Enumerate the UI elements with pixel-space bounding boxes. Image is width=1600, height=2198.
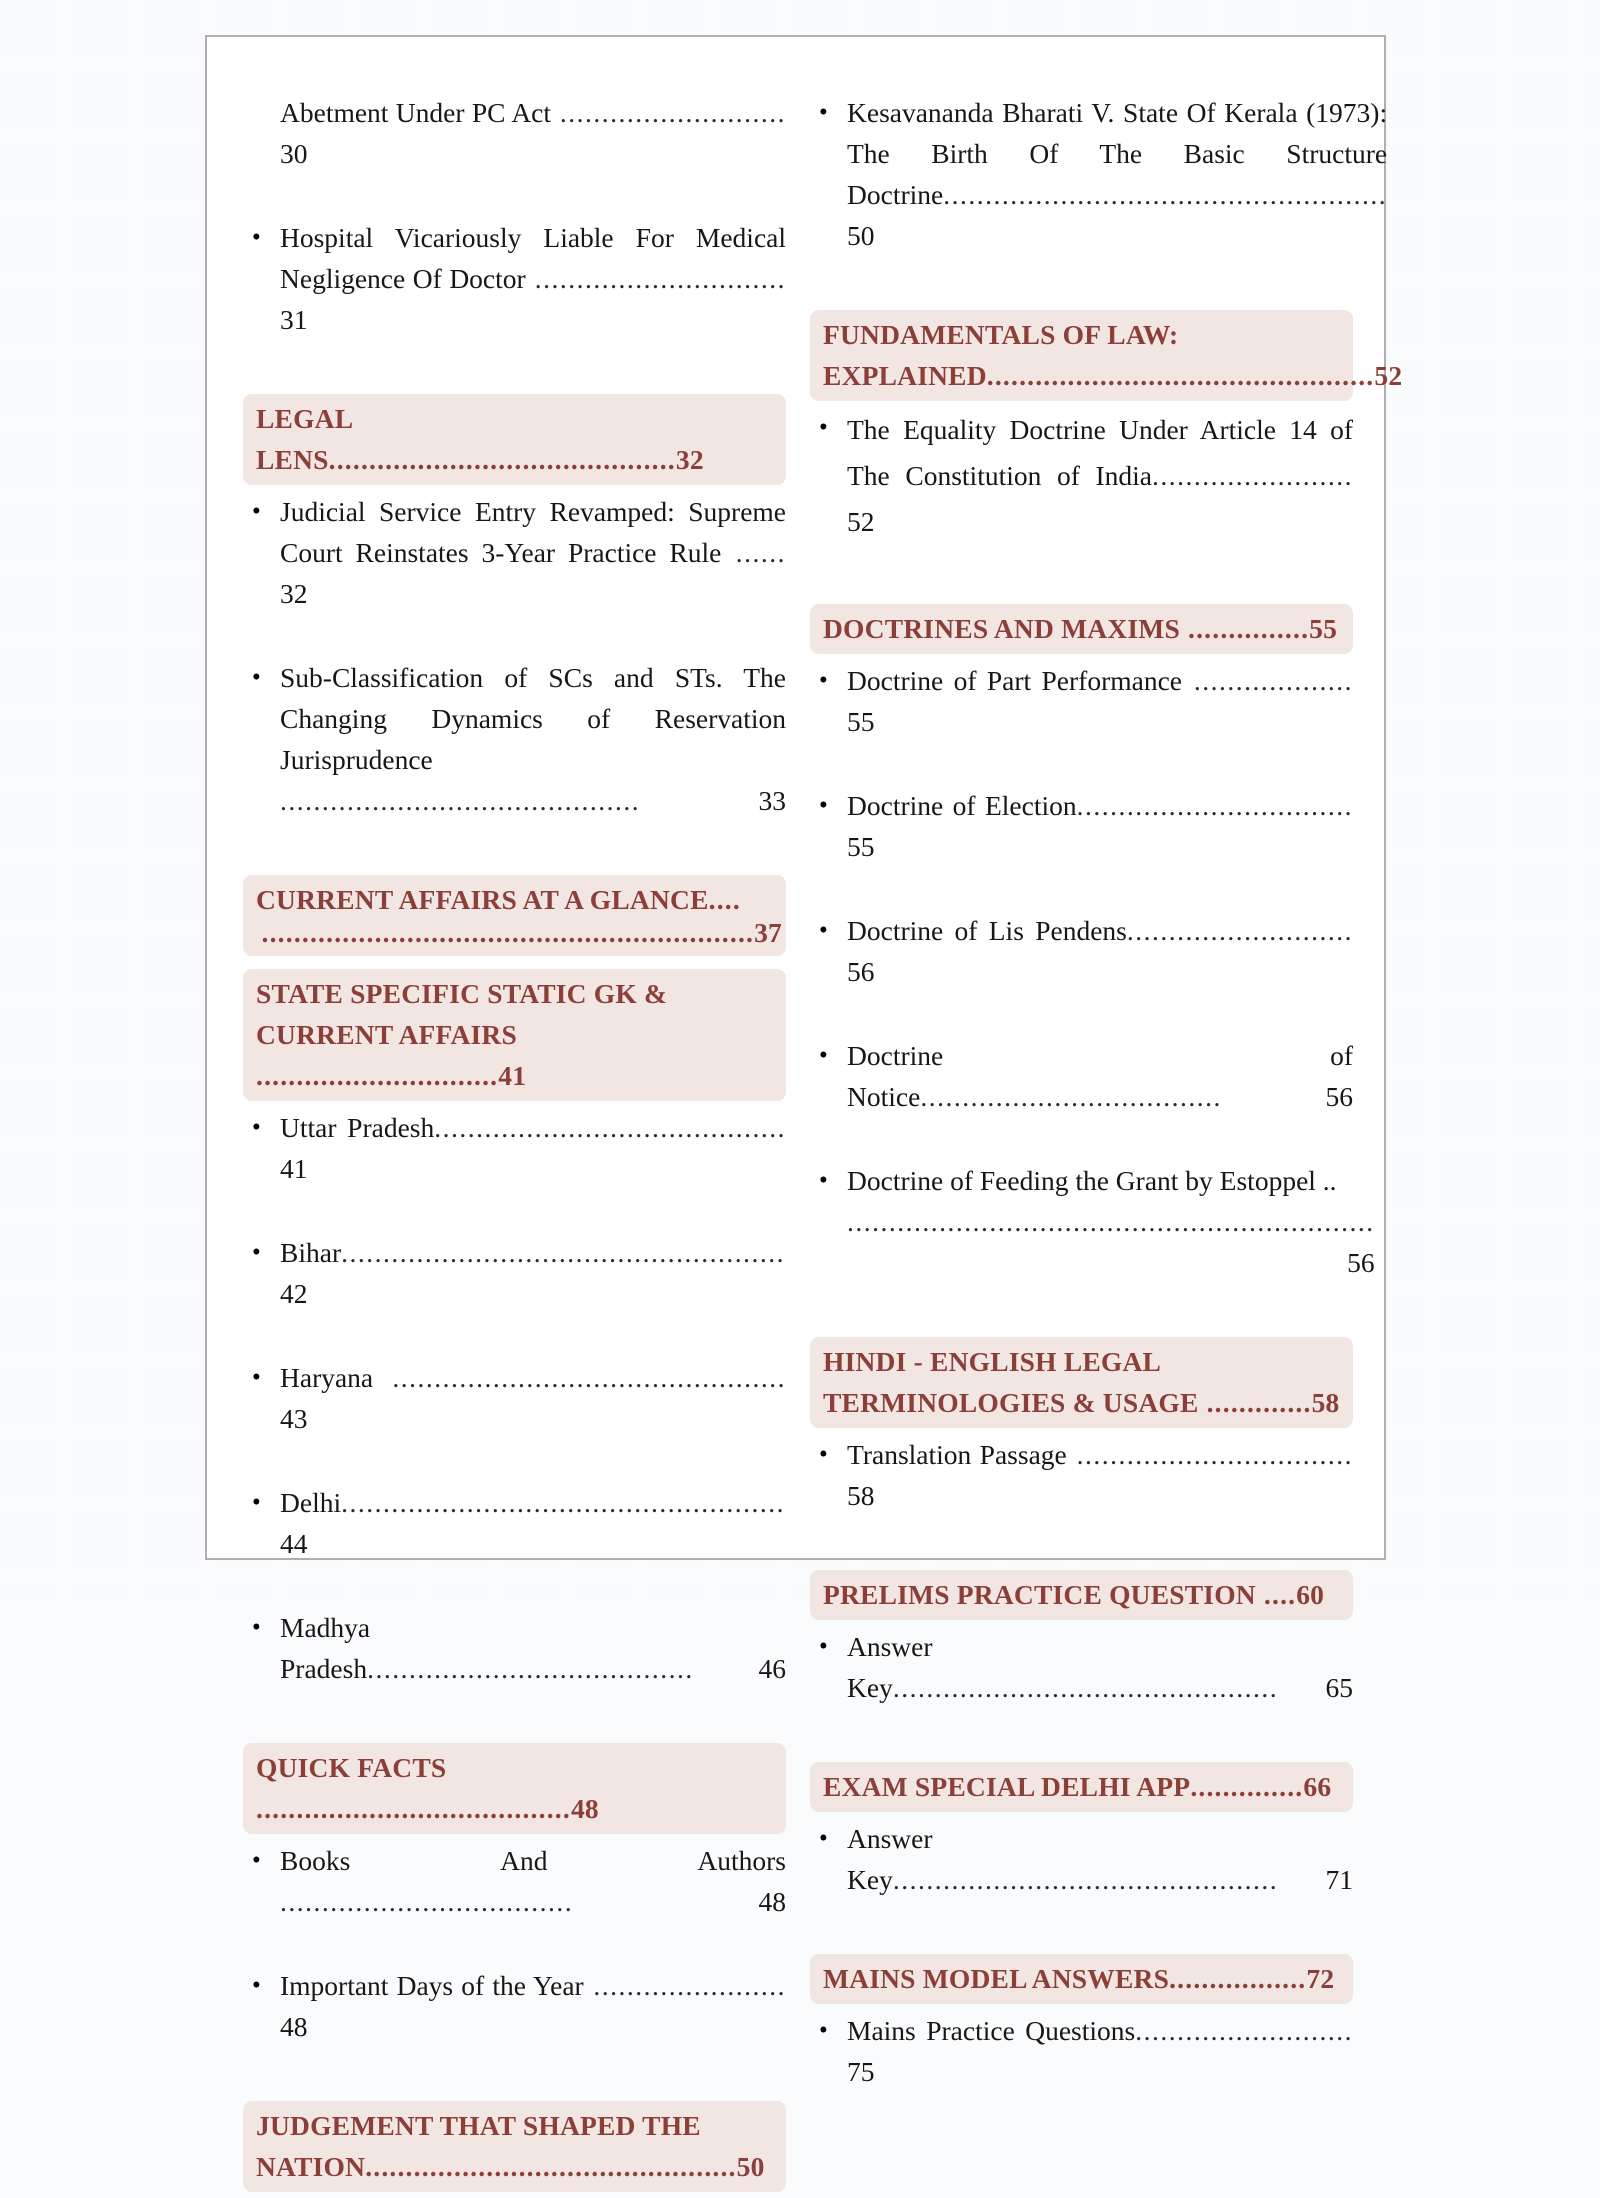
toc-entry[interactable] [810, 2010, 1353, 2133]
leader-dots: ........................................... [280, 785, 641, 816]
toc-section-title-line2 [823, 1382, 1349, 1423]
bullet-icon [810, 407, 847, 448]
toc-page-number: 65 [1325, 1672, 1353, 1703]
toc-entry[interactable] [810, 1160, 1375, 1324]
toc-section-header[interactable] [810, 604, 1353, 654]
toc-entry[interactable] [243, 1357, 786, 1480]
bullet-icon [243, 491, 280, 532]
toc-entry-title: Doctrine of Election [847, 790, 1077, 821]
toc-page-number: 66 [1303, 1771, 1332, 1802]
bullet-icon [810, 1818, 847, 1859]
toc-columns [243, 92, 1403, 2198]
toc-section-title-line1: JUDGEMENT THAT SHAPED THE [256, 2110, 701, 2141]
toc-section-leader-wrap [243, 916, 786, 950]
toc-entry-title: Sub-Classification of SCs and STs. The Changing Dynamics of Reservation Jurisprudence [280, 662, 786, 775]
bullet-icon [243, 1965, 280, 2006]
leader-dots: ............................................................. [261, 917, 755, 948]
toc-entry[interactable] [243, 1840, 786, 1963]
toc-entry-body [280, 1107, 786, 1230]
bullet-icon [243, 1232, 280, 1273]
toc-page-number: 44 [280, 1528, 308, 1559]
toc-entry[interactable] [243, 217, 786, 381]
toc-page-number: 46 [758, 1653, 786, 1684]
toc-section-title-text: TERMINOLOGIES & USAGE [823, 1387, 1199, 1418]
toc-page-number: 33 [758, 785, 786, 816]
toc-page-number: 31 [280, 304, 308, 335]
leader-dots: ................. [1169, 1963, 1307, 1994]
toc-entry-body [280, 1607, 786, 1730]
toc-entry-body [280, 1232, 786, 1355]
leader-dots: ................................. [1076, 790, 1353, 821]
toc-entry-title: Haryana [280, 1362, 374, 1393]
toc-page-number: 50 [847, 220, 875, 251]
toc-entry-title: Doctrine of Notice [847, 1040, 1353, 1112]
leader-dots: ........................... [1126, 915, 1353, 946]
toc-section-inner [243, 2105, 786, 2187]
toc-entry-body [280, 1965, 786, 2088]
leader-dots: ..................................................... [341, 1487, 785, 1518]
toc-section-header[interactable] [810, 310, 1403, 401]
toc-entry-title: Answer Key [847, 1631, 933, 1703]
toc-section-inner [243, 398, 786, 480]
toc-section-header[interactable] [243, 394, 786, 485]
leader-dots: ................................... [280, 1886, 574, 1917]
toc-entry[interactable] [810, 785, 1353, 908]
toc-entry[interactable] [810, 660, 1353, 783]
toc-entry[interactable] [810, 1626, 1353, 1749]
toc-entry[interactable] [243, 1107, 786, 1230]
toc-section-title-text: CURRENT AFFAIRS [256, 1019, 517, 1050]
toc-section-title-text: EXPLAINED [823, 360, 987, 391]
leader-dots: .............................................. [892, 1672, 1279, 1703]
toc-page-number: 48 [280, 2011, 308, 2042]
toc-entry-title: Judicial Service Entry Revamped: Supreme Court Reinstates 3-Year Practice Rule [280, 496, 786, 568]
toc-section-inner [243, 973, 786, 1096]
bullet-icon [810, 1160, 847, 1201]
bullet-icon [810, 92, 847, 133]
toc-page-number: 56 [1325, 1081, 1353, 1112]
toc-page-number: 32 [280, 578, 308, 609]
toc-page-number: 56 [1347, 1247, 1375, 1278]
toc-section-inner [810, 314, 1403, 396]
toc-page-number: 42 [280, 1278, 308, 1309]
leader-dots: ................................................ [986, 360, 1375, 391]
toc-entry-body [847, 910, 1353, 1033]
leader-dots: ................... [1182, 665, 1353, 696]
toc-entry-body [280, 92, 786, 215]
toc-page-number: 50 [736, 2151, 765, 2182]
leader-dots: ........................ [1152, 460, 1353, 491]
leader-dots: .............................. [525, 263, 786, 294]
toc-page [205, 35, 1403, 2182]
leader-dots: .............. [1190, 1771, 1304, 1802]
toc-entry-body [847, 1818, 1353, 1941]
toc-entry-body [280, 657, 786, 862]
toc-entry-title: Madhya Pradesh [280, 1612, 371, 1684]
toc-section-title: PRELIMS PRACTICE QUESTION [823, 1579, 1256, 1610]
toc-entry-leader-wrap [847, 1201, 1375, 1283]
bullet-icon [810, 1035, 847, 1076]
toc-page-number: 56 [847, 956, 875, 987]
toc-page-number: 43 [280, 1403, 308, 1434]
toc-section-title-line2 [256, 1014, 782, 1096]
toc-page-number: 71 [1325, 1864, 1353, 1895]
toc-section-header[interactable] [810, 1570, 1353, 1620]
leader-dots: ..................................................... [341, 1237, 785, 1268]
bullet-icon [810, 910, 847, 951]
toc-entry-title: Doctrine of Part Performance [847, 665, 1182, 696]
leader-dots: ....................................... [367, 1653, 694, 1684]
toc-entry-body [280, 1482, 786, 1605]
toc-page-number: 72 [1306, 1963, 1335, 1994]
toc-section-inner [243, 879, 786, 920]
toc-entry-title: Hospital Vicariously Liable For Medical Negligence Of Doctor [280, 222, 786, 294]
leader-dots: .................................... [920, 1081, 1222, 1112]
toc-section-title-text: NATION [256, 2151, 366, 2182]
leader-dots: .... [1255, 1579, 1297, 1610]
bullet-icon [243, 1482, 280, 1523]
toc-entry[interactable] [243, 1232, 786, 1355]
toc-entry-body [847, 407, 1353, 591]
toc-section-title-line2 [823, 355, 1403, 396]
toc-entry-title: Bihar [280, 1237, 342, 1268]
toc-entry-title: Translation Passage [847, 1439, 1067, 1470]
toc-page-number: 48 [570, 1793, 599, 1824]
toc-page-number: 55 [847, 831, 875, 862]
leader-dots: .............................................. [892, 1864, 1279, 1895]
toc-entry-body [847, 92, 1387, 297]
toc-entry-title: Delhi [280, 1487, 342, 1518]
toc-entry[interactable] [810, 1818, 1353, 1941]
toc-entry-body [280, 217, 786, 381]
toc-entry-body [280, 1840, 786, 1963]
toc-section-title: CURRENT AFFAIRS AT A GLANCE [256, 884, 709, 915]
toc-entry-title: Doctrine of Lis Pendens [847, 915, 1127, 946]
leader-dots: ............................................................... [847, 1206, 1375, 1237]
toc-section-header[interactable] [243, 2101, 786, 2192]
leader-dots: ........................................... [328, 444, 676, 475]
leader-dots: ..................................................... [943, 179, 1388, 210]
toc-entry[interactable] [810, 910, 1353, 1033]
toc-page-number: 58 [847, 1480, 875, 1511]
toc-page-number: 30 [280, 138, 308, 169]
toc-section-header[interactable] [810, 1337, 1353, 1428]
toc-section-title-line1: FUNDAMENTALS OF LAW: [823, 319, 1179, 350]
leader-dots: .............................................. [365, 2151, 737, 2182]
toc-page-number: 58 [1311, 1387, 1340, 1418]
toc-page-number: 60 [1296, 1579, 1325, 1610]
toc-entry-title: Kesavananda Bharati V. State Of Kerala (1973): The Birth Of The Basic Structure Doctrine [847, 97, 1388, 210]
bullet-icon [243, 1607, 280, 1648]
leader-dots: ....................... [583, 1970, 787, 2001]
toc-entry-body [847, 1626, 1353, 1749]
toc-section-title: QUICK FACTS [256, 1752, 447, 1783]
toc-section-inner [243, 1747, 786, 1829]
bullet-icon [243, 1840, 280, 1881]
toc-entry-title: Important Days of the Year [280, 1970, 584, 2001]
toc-entry-body [847, 2010, 1353, 2133]
toc-entry[interactable] [243, 491, 786, 655]
toc-section-inner [810, 608, 1353, 649]
toc-section-title: DOCTRINES AND MAXIMS [823, 613, 1180, 644]
toc-page-number: 41 [280, 1153, 308, 1184]
toc-section-title: EXAM SPECIAL DELHI APP [823, 1771, 1191, 1802]
toc-entry[interactable] [243, 1965, 786, 2088]
leader-dots: ........................... [551, 97, 786, 128]
toc-entry-title: Uttar Pradesh [280, 1112, 435, 1143]
toc-entry[interactable] [810, 1035, 1353, 1158]
toc-page-number: 75 [847, 2056, 875, 2087]
toc-section-title: MAINS MODEL ANSWERS [823, 1963, 1170, 1994]
toc-section-title-line1: HINDI - ENGLISH LEGAL [823, 1346, 1162, 1377]
toc-entry-title: Mains Practice Questions [847, 2015, 1136, 2046]
bullet-icon [243, 1107, 280, 1148]
bullet-icon [810, 785, 847, 826]
toc-page-number: 55 [1309, 613, 1338, 644]
toc-page-number: 55 [847, 706, 875, 737]
toc-entry-body [847, 1035, 1353, 1158]
toc-section-title-line2 [256, 2146, 782, 2187]
toc-entry-title: Abetment Under PC Act [280, 97, 552, 128]
toc-entry-body [847, 1160, 1375, 1324]
leader-dots: ............... [1179, 613, 1310, 644]
toc-section-title: LEGAL LENS [256, 403, 352, 475]
toc-entry-body [847, 660, 1353, 783]
toc-section-inner [810, 1574, 1353, 1615]
toc-entry[interactable] [810, 407, 1353, 591]
leader-dots: ................................. [1066, 1439, 1353, 1470]
toc-entry-body [280, 491, 786, 655]
leader-dots: .... [708, 884, 741, 915]
toc-entry-title: The Equality Doctrine Under Article 14 of The Constitution of India [847, 414, 1353, 491]
bullet-icon [810, 2010, 847, 2051]
bullet-icon [243, 657, 280, 698]
toc-section-inner [810, 1341, 1353, 1423]
toc-entry[interactable] [243, 92, 786, 215]
toc-page-number: 52 [847, 506, 875, 537]
toc-entry-title: Doctrine of Feeding the Grant by Estoppel .. [847, 1165, 1337, 1196]
leader-dots: ...... [721, 537, 786, 568]
toc-entry[interactable] [243, 1482, 786, 1605]
toc-page-number: 37 [754, 917, 782, 948]
toc-section-header[interactable] [810, 1954, 1353, 2004]
bullet-icon [810, 1626, 847, 1667]
bullet-icon [810, 660, 847, 701]
toc-section-title-line1: STATE SPECIFIC STATIC GK & [256, 978, 668, 1009]
toc-left-column [243, 92, 786, 2198]
toc-page-number: 48 [758, 1886, 786, 1917]
leader-dots: .............................. [256, 1060, 499, 1091]
toc-section-inner [810, 1766, 1353, 1807]
toc-page-number: 41 [498, 1060, 527, 1091]
toc-section-header[interactable] [243, 875, 786, 956]
toc-entry-body [847, 785, 1353, 908]
leader-dots: ............. [1198, 1387, 1312, 1418]
bullet-icon [810, 1434, 847, 1475]
toc-section-inner [810, 1958, 1353, 1999]
toc-page-number: 32 [675, 444, 704, 475]
toc-entry-body [847, 1434, 1353, 1557]
toc-section-header[interactable] [243, 969, 786, 1101]
toc-section-header[interactable] [243, 1743, 786, 1834]
toc-entry[interactable] [810, 1434, 1353, 1557]
toc-entry-body [280, 1357, 786, 1480]
leader-dots: .......................... [1135, 2015, 1353, 2046]
bullet-icon [243, 217, 280, 258]
toc-entry[interactable] [243, 1607, 786, 1730]
toc-entry[interactable] [243, 657, 786, 862]
leader-dots: .......................................... [434, 1112, 786, 1143]
leader-dots: ............................................... [373, 1362, 786, 1393]
toc-entry-title: Books And Authors [280, 1845, 786, 1876]
leader-dots: ....................................... [256, 1793, 571, 1824]
toc-entry-title: Answer Key [847, 1823, 933, 1895]
toc-right-column [810, 92, 1403, 2198]
toc-entry[interactable] [810, 92, 1388, 297]
toc-page-number: 52 [1374, 360, 1403, 391]
toc-section-header[interactable] [810, 1762, 1353, 1812]
bullet-icon [243, 1357, 280, 1398]
